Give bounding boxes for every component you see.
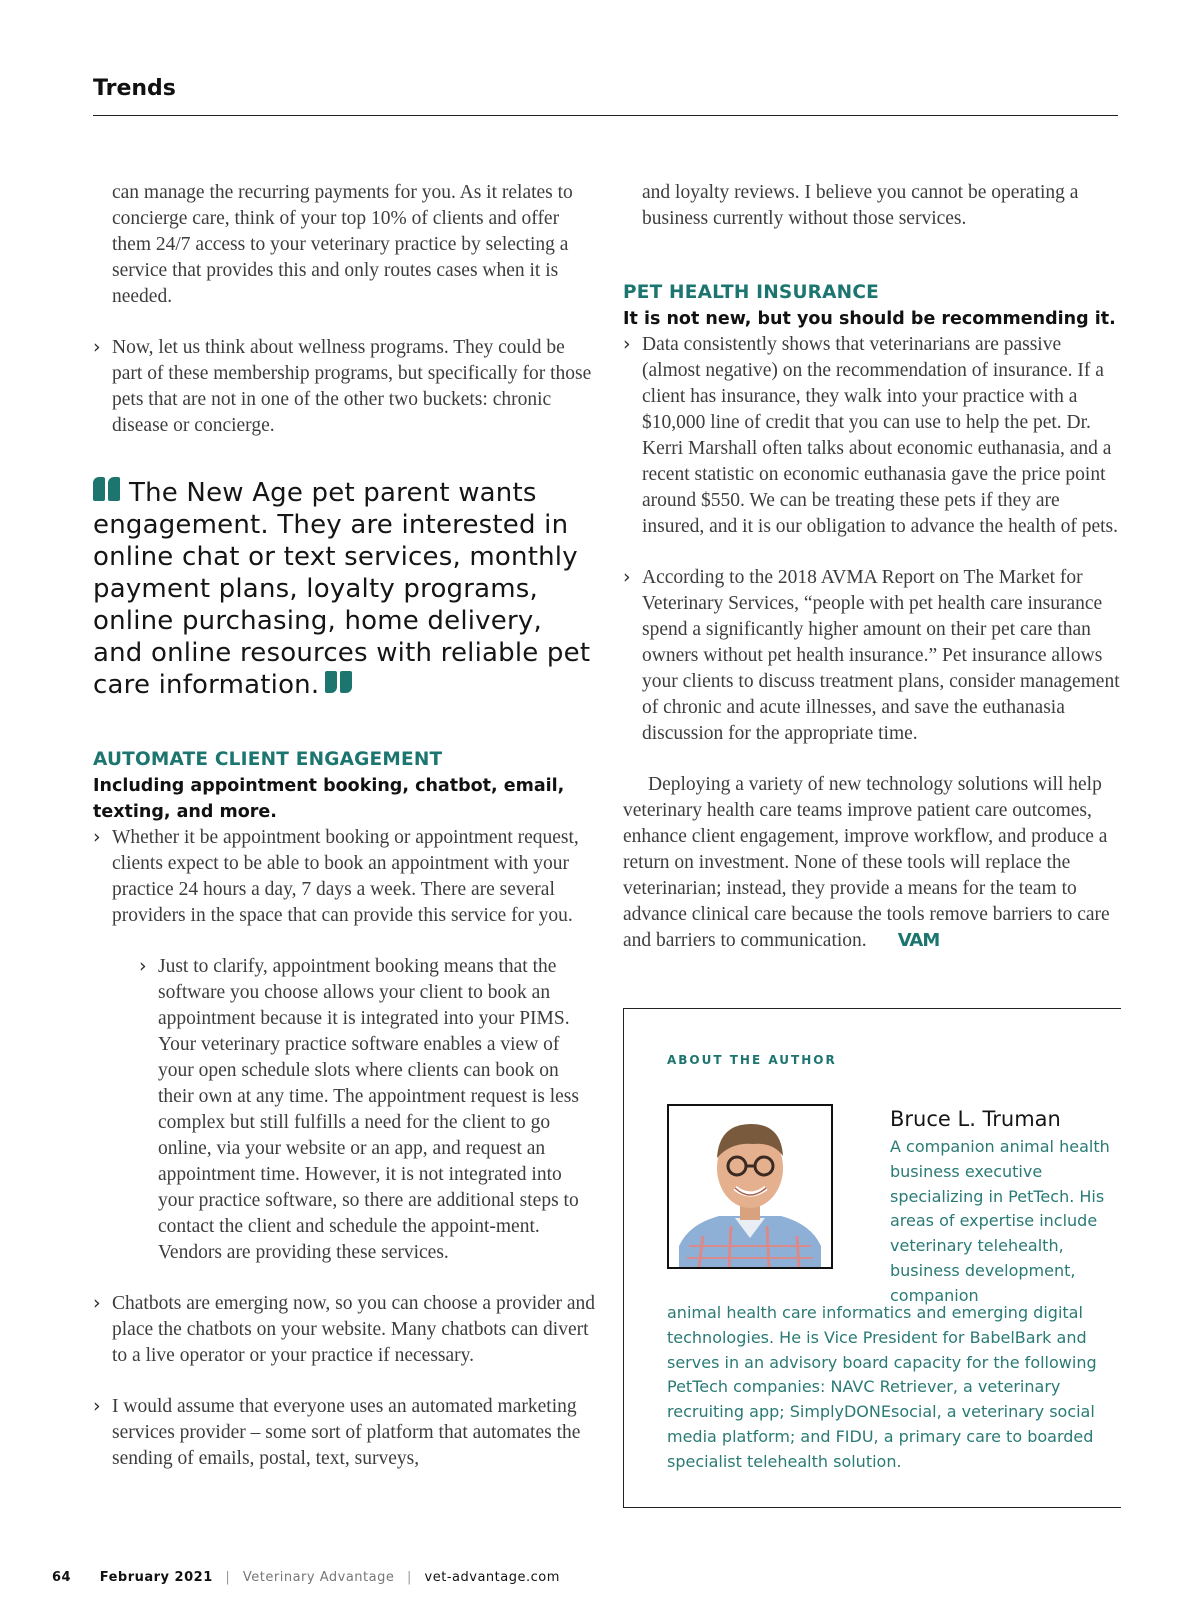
subbullet-clarify: › Just to clarify, appointment booking means that the software you choose allows your client to book an appointment because it is integrated into your PIMS. Your veterinary practice software enables a view of your open schedule slots where clients can book on their own at any time. The appointment request is less complex but still fulfills a need for the client to go online, via your website or an app, and request an appointment time. However, it is not integrated into your practice software, so there are additional steps to contact the client and schedule the appoint-ment. Vendors are providing these services. xyxy=(93,954,598,1266)
conclusion-text: Deploying a variety of new technology solutions will help veterinary health care teams improve patient care outcomes, enhance client engagement, improve workflow, and produce a return on investment. None of these tools will replace the veterinarian; instead, they provide a means for the team to advance clinical care because the tools remove barriers to care and barriers to communication. xyxy=(623,774,1110,951)
author-portrait-icon xyxy=(669,1106,831,1267)
author-bio-top: A companion animal health business executive specializing in PetTech. His areas of expertise include veterinary telehealth, business development, companion xyxy=(890,1137,1110,1305)
page-number: 64 xyxy=(52,1570,72,1585)
author-label: ABOUT THE AUTHOR xyxy=(667,1053,837,1067)
open-quote-icon xyxy=(93,477,123,509)
left-column xyxy=(93,180,598,1472)
bullet-marketing: › I would assume that everyone uses an automated marketing services provider – some sort of platform that automates the sending of emails, postal, text, surveys, xyxy=(93,1394,598,1472)
bullet-wellness: › Now, let us think about wellness programs. They could be part of these membership programs, but specifically for those pets that are not in one of the other two buckets: chronic disease or concierge. xyxy=(93,335,598,439)
bullet-avma: › According to the 2018 AVMA Report on The Market for Veterinary Services, “people with pet health care insurance spend a significantly higher amount on their pet care than owners without pet health insurance.” Pet insurance allows your clients to discuss treatment plans, consider management of chronic and acute illnesses, and save the euthanasia discussion for the appropriate time. xyxy=(623,565,1120,747)
author-photo xyxy=(667,1104,833,1269)
bullet-data: › Data consistently shows that veterinarians are passive (almost negative) on the recommendation of insurance. If a client has insurance, they walk into your practice with a $10,000 line of credit that you can use to help the pet. Dr. Kerri Marshall often talks about economic euthanasia, and a recent statistic on economic euthanasia gave the price point around $550. We can be treating these pets if they are insured, and it is our obligation to advance the health of pets. xyxy=(623,332,1120,540)
bullet-booking: › Whether it be appointment booking or appointment request, clients expect to be able to book an appointment with your practice 24 hours a day, 7 days a week. There are several providers in the space that can provide this service for you. xyxy=(93,825,598,929)
conclusion-paragraph xyxy=(623,772,1120,954)
heading-automate: AUTOMATE CLIENT ENGAGEMENT xyxy=(93,749,443,770)
header-divider xyxy=(93,115,1118,116)
bullet-chatbots: › Chatbots are emerging now, so you can choose a provider and place the chatbots on your website. Many chatbots can divert to a live operator or your practice if necessary. xyxy=(93,1291,598,1369)
page-footer xyxy=(52,1570,560,1585)
subheading-insurance: It is not new, but you should be recommending it. xyxy=(623,309,1116,329)
publication-name: Veterinary Advantage xyxy=(242,1570,395,1585)
continued-paragraph: can manage the recurring payments for you. As it relates to concierge care, think of your top 10% of clients and offer them 24/7 access to your veterinary practice by selecting a service that provides this and only routes cases when it is needed. xyxy=(112,182,573,307)
website-link[interactable]: vet-advantage.com xyxy=(424,1570,560,1585)
section-title: Trends xyxy=(93,76,176,101)
about-the-author-box xyxy=(623,1008,1121,1508)
close-quote-icon xyxy=(325,669,355,701)
vam-end-logo: VAM xyxy=(897,930,940,951)
right-column xyxy=(623,180,1120,954)
heading-insurance: PET HEALTH INSURANCE xyxy=(623,282,879,303)
pull-quote-text: The New Age pet parent wants engagement. They are interested in online chat or text services, monthly payment plans, loyalty programs, online purchasing, home delivery, and online resources with reliable pet care information. xyxy=(93,478,591,700)
author-bio-bottom: animal health care informatics and emerging digital technologies. He is Vice President for BabelBark and serves in an advisory board capacity for the following PetTech companies: NAVC Retriever, a veterinary recruiting app; SimplyDONEsocial, a veterinary social media platform; and FIDU, a primary care to boarded specialist telehealth solution. xyxy=(667,1303,1097,1471)
issue-date: February 2021 xyxy=(99,1570,213,1585)
footer-separator: | xyxy=(225,1570,231,1585)
pull-quote xyxy=(93,477,598,701)
continued-paragraph-right: and loyalty reviews. I believe you cannot be operating a business currently without those services. xyxy=(642,182,1079,229)
subheading-automate: Including appointment booking, chatbot, email, texting, and more. xyxy=(93,776,565,822)
author-name: Bruce L. Truman xyxy=(890,1107,1061,1131)
footer-separator: | xyxy=(407,1570,412,1585)
